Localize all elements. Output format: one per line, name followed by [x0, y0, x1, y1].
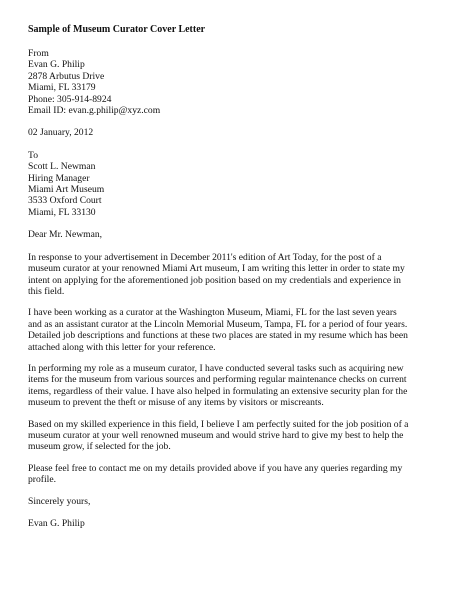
sender-phone: Phone: 305-914-8924	[28, 93, 112, 105]
cover-letter	[28, 24, 448, 540]
paragraph-line: profile.	[28, 474, 56, 486]
body-paragraph-1	[28, 252, 448, 298]
paragraph-line: museum curator at your renowned Miami Art museum, I am writing this letter in order to state my	[28, 263, 405, 275]
sender-label: From	[28, 48, 49, 59]
paragraph-line: museum to prevent the theft or misuse of any items by visitors or miscreants.	[28, 397, 324, 409]
paragraph-line: museum curator at your well renowned museum and would strive hard to give my best to help the	[28, 429, 404, 441]
recipient-title: Hiring Manager	[28, 172, 90, 184]
paragraph-line: and as an assistant curator at the Lincoln Memorial Museum, Tampa, FL for a period of four years.	[28, 318, 408, 330]
closing: Sincerely yours,	[28, 495, 91, 507]
sender-name: Evan G. Philip	[28, 59, 85, 71]
body-paragraph-2	[28, 307, 448, 353]
letter-body	[28, 252, 448, 486]
sender-street: 2878 Arbutus Drive	[28, 70, 105, 82]
body-paragraph-3	[28, 363, 448, 409]
paragraph-line: this field.	[28, 285, 65, 297]
recipient-name: Scott L. Newman	[28, 161, 96, 173]
paragraph-line: In performing my role as a museum curator, I have conducted several tasks such as acquiring new	[28, 362, 404, 374]
paragraph-line: attached along with this letter for your reference.	[28, 341, 216, 353]
paragraph-line: I have been working as a curator at the Washington Museum, Miami, FL for the last seven years	[28, 307, 397, 319]
signature-name: Evan G. Philip	[28, 518, 85, 529]
body-paragraph-4	[28, 419, 448, 453]
recipient-label: To	[28, 149, 38, 161]
paragraph-line: intent on applying for the aforementioned job position based on my credentials and experience in	[28, 274, 401, 286]
paragraph-line: museum grow, if selected for the job.	[28, 441, 171, 453]
sender-address	[28, 48, 448, 116]
paragraph-line: Please feel free to contact me on my details provided above if you have any queries regarding my	[28, 462, 403, 474]
letter-date: 02 January, 2012	[28, 127, 94, 139]
sender-email: Email ID: evan.g.philip@xyz.com	[28, 105, 161, 117]
paragraph-line: items, regardless of their value. I have also helped in formulating an extensive security plan for the	[28, 385, 408, 397]
letter-title: Sample of Museum Curator Cover Letter	[28, 24, 206, 35]
paragraph-line: items for the museum from various sources and performing regular maintenance checks on current	[28, 374, 407, 386]
sender-city: Miami, FL 33179	[28, 82, 96, 94]
paragraph-line: Detailed job descriptions and functions at these two places are stated in my resume which has been	[28, 330, 408, 342]
paragraph-line: In response to your advertisement in December 2011's edition of Art Today, for the post of a	[28, 251, 382, 263]
recipient-city: Miami, FL 33130	[28, 206, 96, 218]
recipient-org: Miami Art Museum	[28, 184, 105, 196]
recipient-address	[28, 150, 448, 218]
salutation: Dear Mr. Newman,	[28, 229, 103, 241]
body-paragraph-5	[28, 463, 448, 486]
paragraph-line: Based on my skilled experience in this field, I believe I am perfectly suited for the job position of a	[28, 418, 409, 430]
recipient-street: 3533 Oxford Court	[28, 195, 102, 207]
